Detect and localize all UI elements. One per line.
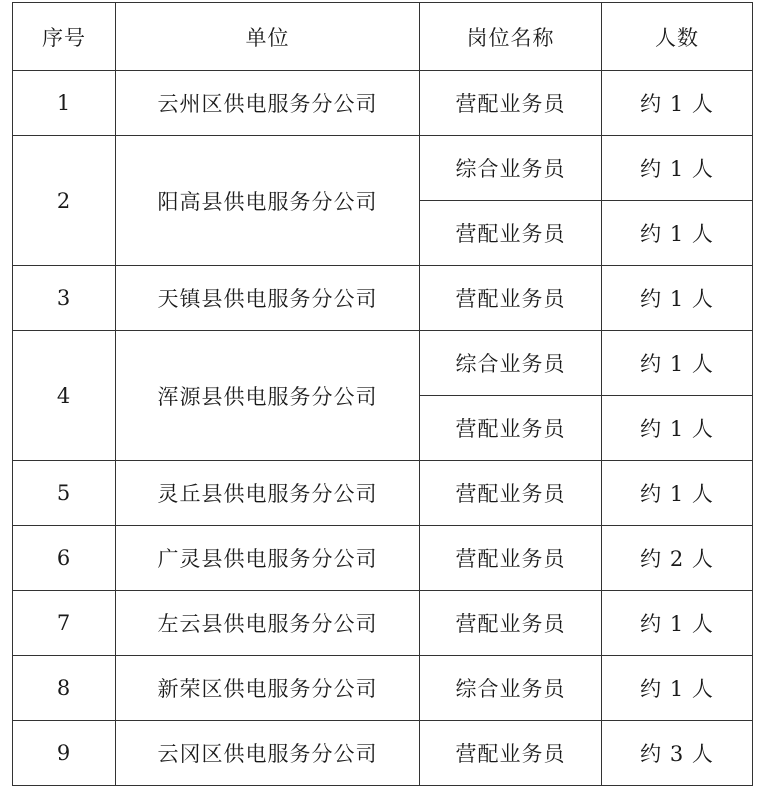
- headcount: 约 3 人: [602, 721, 753, 786]
- table-row: [13, 71, 753, 136]
- unit-name: 灵丘县供电服务分公司: [116, 461, 420, 526]
- headcount: 约 1 人: [602, 266, 753, 331]
- row-number: 2: [13, 136, 116, 266]
- position-title: 营配业务员: [420, 201, 602, 266]
- position-title: 营配业务员: [420, 591, 602, 656]
- table-row: [13, 591, 753, 656]
- headcount: 约 1 人: [602, 656, 753, 721]
- unit-name: 新荣区供电服务分公司: [116, 656, 420, 721]
- header-count: 人数: [602, 3, 753, 71]
- unit-name: 浑源县供电服务分公司: [116, 331, 420, 461]
- table-row: [13, 266, 753, 331]
- table-row: [13, 526, 753, 591]
- table-row: [13, 331, 753, 396]
- headcount: 约 1 人: [602, 136, 753, 201]
- position-title: 营配业务员: [420, 526, 602, 591]
- unit-name: 广灵县供电服务分公司: [116, 526, 420, 591]
- row-number: 7: [13, 591, 116, 656]
- position-title: 综合业务员: [420, 331, 602, 396]
- unit-name: 天镇县供电服务分公司: [116, 266, 420, 331]
- position-title: 营配业务员: [420, 266, 602, 331]
- header-no: 序号: [13, 3, 116, 71]
- position-title: 营配业务员: [420, 396, 602, 461]
- position-title: 综合业务员: [420, 136, 602, 201]
- row-number: 9: [13, 721, 116, 786]
- row-number: 4: [13, 331, 116, 461]
- headcount: 约 1 人: [602, 591, 753, 656]
- unit-name: 云冈区供电服务分公司: [116, 721, 420, 786]
- table-row: [13, 136, 753, 201]
- headcount: 约 2 人: [602, 526, 753, 591]
- row-number: 5: [13, 461, 116, 526]
- unit-name: 左云县供电服务分公司: [116, 591, 420, 656]
- table-row: [13, 461, 753, 526]
- headcount: 约 1 人: [602, 201, 753, 266]
- recruitment-table: [12, 2, 753, 786]
- table-row: [13, 721, 753, 786]
- position-title: 营配业务员: [420, 721, 602, 786]
- headcount: 约 1 人: [602, 461, 753, 526]
- table-row: [13, 656, 753, 721]
- position-title: 营配业务员: [420, 461, 602, 526]
- row-number: 8: [13, 656, 116, 721]
- table-header-row: [13, 3, 753, 71]
- position-title: 营配业务员: [420, 71, 602, 136]
- row-number: 1: [13, 71, 116, 136]
- position-title: 综合业务员: [420, 656, 602, 721]
- headcount: 约 1 人: [602, 396, 753, 461]
- row-number: 3: [13, 266, 116, 331]
- headcount: 约 1 人: [602, 331, 753, 396]
- headcount: 约 1 人: [602, 71, 753, 136]
- header-position: 岗位名称: [420, 3, 602, 71]
- row-number: 6: [13, 526, 116, 591]
- header-unit: 单位: [116, 3, 420, 71]
- unit-name: 云州区供电服务分公司: [116, 71, 420, 136]
- unit-name: 阳高县供电服务分公司: [116, 136, 420, 266]
